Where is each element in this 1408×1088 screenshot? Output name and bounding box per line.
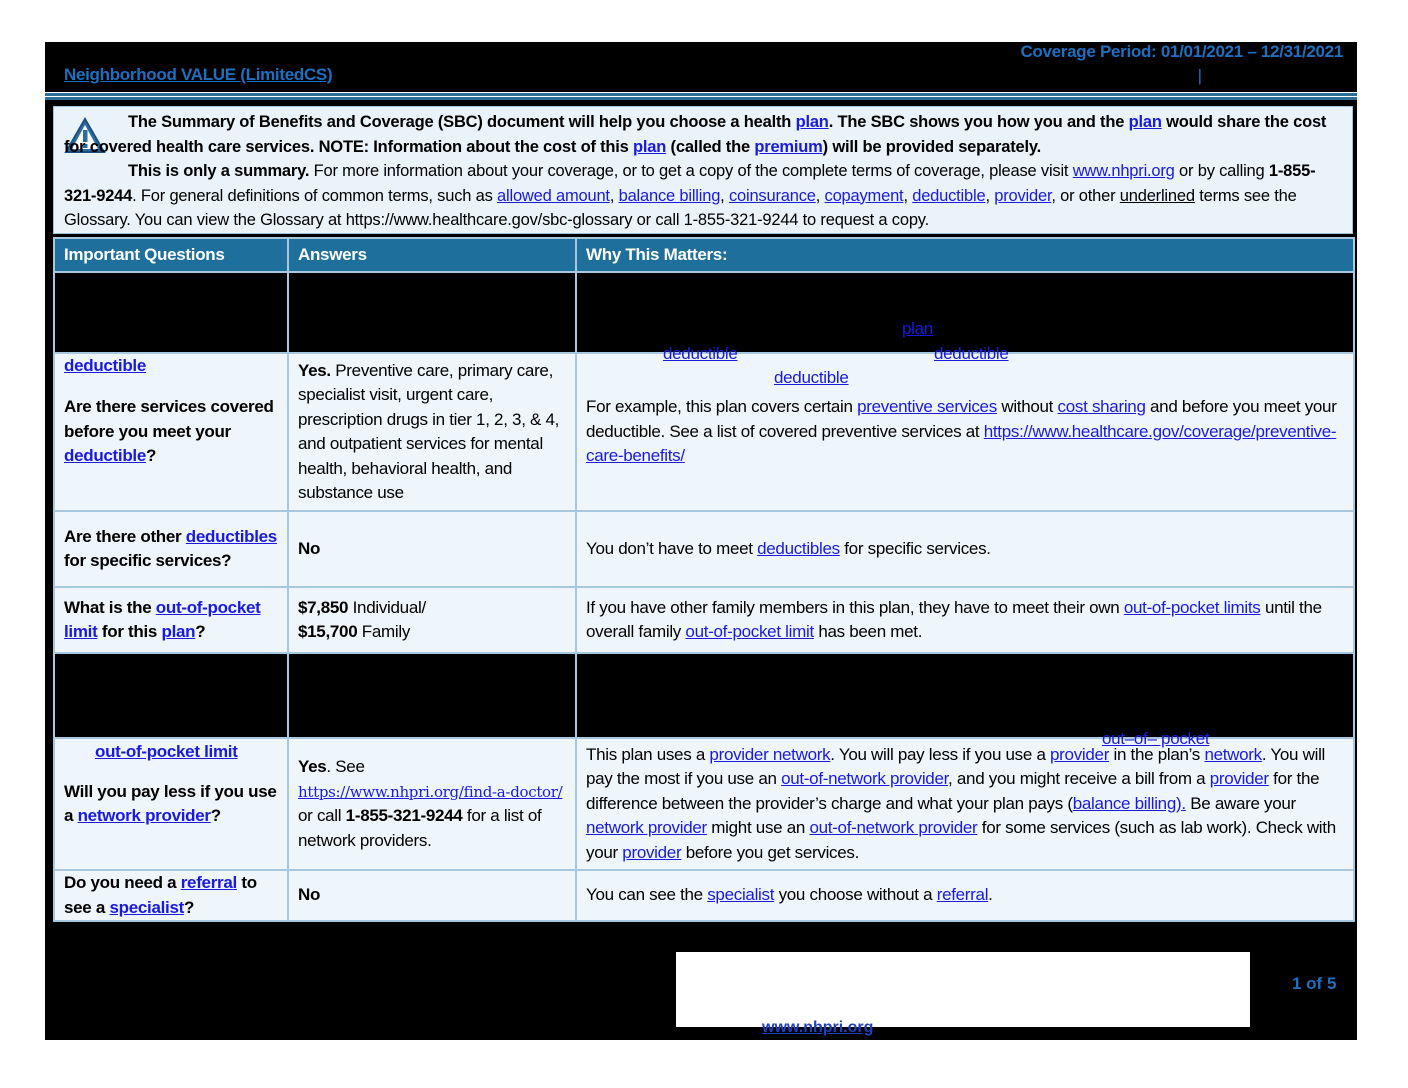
question-mark: ? — [195, 622, 206, 641]
plan-link[interactable]: plan — [633, 137, 667, 156]
deductibles-link[interactable]: deductibles — [185, 526, 277, 546]
answer-text: Individual/ — [348, 597, 426, 617]
why-text: . You will pay the most if you use an — [586, 744, 1326, 789]
network-provider-link[interactable]: network provider — [77, 806, 211, 825]
referral-link[interactable]: referral — [936, 885, 989, 905]
why-text: You don’t have to meet — [586, 538, 758, 558]
deductible-link[interactable]: deductible — [912, 186, 986, 205]
table-row — [54, 738, 1354, 870]
why-text: . — [988, 885, 993, 905]
question-text: Are there other — [64, 526, 186, 546]
copayment-link[interactable]: copayment — [824, 186, 904, 205]
question-text: What is the — [64, 597, 156, 617]
why-cell — [576, 653, 1354, 748]
answer-cell: No — [288, 870, 576, 921]
table-row — [54, 653, 1354, 738]
out-of-network-provider-link[interactable]: out-of-network provider — [781, 769, 949, 789]
out-of-pocket-limit-link[interactable]: out-of-pocket limit — [95, 741, 238, 761]
deductible-link[interactable]: deductible — [774, 367, 849, 387]
answer-yes: Yes. — [298, 360, 331, 380]
why-text: For example, this plan covers certain — [586, 397, 858, 417]
out-of-pocket-limit-link[interactable]: out-of-pocket limit — [685, 622, 814, 641]
intro-text-10: terms see the Glossary. You can view the Glossary at https://www.healthcare.gov/sbc-glossary or call 1-855-321-9244 to request a copy. — [64, 186, 1297, 229]
cost-sharing-link[interactable]: cost sharing — [1057, 397, 1146, 417]
coinsurance-link[interactable]: coinsurance — [728, 186, 816, 205]
answer-yes: Yes — [298, 757, 327, 776]
why-cell — [576, 353, 1354, 511]
answer-cell — [288, 272, 576, 353]
plan-link[interactable]: plan — [161, 622, 196, 641]
provider-link[interactable]: provider — [994, 186, 1052, 205]
family-amount: $15,700 — [298, 622, 358, 641]
why-cell — [576, 738, 1354, 870]
specialist-link[interactable]: specialist — [109, 897, 184, 917]
why-text: you choose without a — [774, 885, 937, 905]
question-text: Will you pay less if you use a — [64, 781, 277, 825]
individual-amount: $7,850 — [298, 597, 349, 617]
why-text: Be aware your — [1185, 793, 1296, 813]
out-of-pocket-limits-link[interactable]: out-of-pocket limits — [1123, 597, 1261, 617]
page-number: 1 of 5 — [1292, 974, 1337, 993]
why-text: This plan uses a — [586, 744, 710, 764]
why-text: , and you might receive a bill from a — [948, 769, 1210, 789]
phone-number: 1-855-321-9244 — [345, 806, 463, 825]
question-mark: ? — [146, 446, 157, 466]
why-text: before you get services. — [681, 842, 860, 862]
table-row — [54, 587, 1354, 653]
answer-text: Family — [357, 622, 411, 641]
why-text: in the plan’s — [1109, 744, 1205, 764]
why-text: If you have other family members in this plan, they have to meet their own — [586, 597, 1124, 617]
answer-text: for a list of network providers. — [298, 806, 542, 850]
comma: , — [903, 186, 913, 205]
intro-text-7: or by calling — [1174, 162, 1269, 180]
answer-cell — [288, 587, 576, 653]
intro-text-4: (called the — [666, 137, 755, 156]
why-text: without — [996, 397, 1058, 417]
balance-billing-link[interactable]: balance billing). — [1072, 793, 1186, 813]
premium-link[interactable]: premium — [754, 137, 823, 156]
referral-link[interactable]: referral — [180, 873, 237, 892]
intro-text-8: . For general definitions of common terms, such as — [132, 186, 498, 205]
sbc-table — [53, 237, 1355, 922]
provider-link[interactable]: provider — [1050, 744, 1110, 764]
intro-text-5: ) will be provided separately. — [822, 137, 1042, 156]
why-text: You can see the — [586, 885, 708, 905]
provider-link[interactable]: provider — [622, 842, 682, 862]
table-row — [54, 272, 1354, 353]
why-text: has been met. — [813, 622, 923, 641]
why-text: until the overall family — [586, 597, 1322, 641]
out-of-pocket-limit-link[interactable]: out-of-pocket limit — [64, 597, 261, 641]
intro-text — [64, 110, 1334, 233]
preventive-services-link[interactable]: preventive services — [857, 397, 997, 417]
footer-box — [676, 952, 1250, 1027]
question-text: Are there services covered before you meet your — [64, 397, 274, 441]
intro-box — [53, 106, 1353, 234]
out-of-network-provider-link[interactable]: out-of-network provider — [809, 818, 978, 838]
question-cell — [54, 870, 288, 921]
why-cell — [576, 511, 1354, 587]
table-header-row — [54, 238, 1354, 272]
question-mark: ? — [183, 897, 195, 917]
intro-text-3: would share the cost for covered health care services. NOTE: Information about the cost of this — [64, 113, 1327, 156]
plan-name[interactable]: Neighborhood VALUE (LimitedCS) — [64, 65, 333, 84]
table-row — [54, 870, 1354, 921]
balance-billing-link[interactable]: balance billing — [618, 186, 721, 205]
why-text: and before you meet your deductible. See a list of covered preventive services at — [586, 397, 1337, 441]
question-cell — [54, 653, 288, 761]
intro-text-9: , or other — [1051, 186, 1120, 205]
specialist-link[interactable]: specialist — [707, 885, 775, 905]
intro-text-1: The Summary of Benefits and Coverage (SBC) document will help you choose a health — [128, 113, 796, 131]
question-text: to see a — [64, 873, 257, 917]
plan-link[interactable]: plan — [1128, 113, 1162, 131]
why-text: might use an — [706, 818, 810, 838]
comma: , — [985, 186, 995, 205]
why-text: . You will pay less if you use a — [830, 744, 1051, 764]
col-header-why: Why This Matters: — [576, 238, 1354, 272]
answer-cell — [288, 738, 576, 870]
deductible-link[interactable]: deductible — [934, 343, 1009, 363]
question-cell — [54, 587, 288, 653]
out-of-pocket-link[interactable]: out–of– pocket — [1102, 728, 1210, 748]
network-link[interactable]: network — [1204, 744, 1262, 764]
deductible-link[interactable]: deductible — [64, 446, 147, 466]
question-cell — [54, 272, 288, 375]
intro-text-2: . The SBC shows you how you and the — [828, 113, 1129, 131]
table-row — [54, 353, 1354, 511]
answer-text: Preventive care, primary care, specialist visit, urgent care, prescription drugs in tier 1, 2, 3, & 4, and outpatient services for mental health, behavioral health, and substance use — [298, 360, 560, 502]
plan-link[interactable]: plan — [795, 113, 829, 131]
comma: , — [609, 186, 619, 205]
provider-network-link[interactable]: provider network — [709, 744, 831, 764]
intro-text-6: For more information about your coverage, or to get a copy of the complete terms of coverage, please visit — [309, 162, 1073, 180]
answer-cell — [288, 353, 576, 511]
why-text: for some services (such as lab work). Check with your — [586, 818, 1336, 862]
underlined-word: underlined — [1119, 186, 1195, 205]
question-text: Do you need a — [64, 873, 181, 892]
summary-notice: This is only a summary. — [128, 162, 310, 180]
website-link[interactable]: www.nhpri.org — [1072, 162, 1175, 180]
table-row — [54, 511, 1354, 587]
comma: , — [815, 186, 825, 205]
coverage-period: Coverage Period: 01/01/2021 – 12/31/2021 — [1020, 42, 1343, 61]
phone-number: 1-855-321-9244 — [64, 162, 1316, 205]
answer-text: or call — [298, 806, 346, 825]
plan-link[interactable]: plan — [902, 318, 933, 338]
question-cell — [54, 511, 288, 587]
header-rule — [45, 93, 1357, 96]
header-band — [45, 42, 1357, 92]
footer-website-link[interactable]: www.nhpri.org — [762, 1019, 874, 1036]
question-text: for this — [97, 622, 162, 641]
deductible-link[interactable]: deductible — [663, 343, 738, 363]
preventive-care-url-link[interactable]: https://www.healthcare.gov/coverage/preventive-care-benefits/ — [586, 421, 1337, 466]
answer-cell — [288, 653, 576, 738]
answer-text: . See — [326, 757, 365, 776]
header-separator: | — [1197, 66, 1202, 85]
comma: , — [720, 186, 729, 205]
why-text: for specific services. — [839, 538, 991, 558]
network-provider-link[interactable]: network provider — [586, 818, 707, 838]
allowed-amount-link[interactable]: allowed amount — [497, 186, 610, 205]
why-cell — [576, 272, 1354, 387]
question-mark: ? — [210, 806, 221, 825]
question-text: for specific services? — [64, 551, 232, 570]
col-header-answers: Answers — [288, 238, 576, 272]
why-cell — [576, 587, 1354, 653]
why-text: for the difference between the provider’s charge and what your plan pays ( — [586, 769, 1320, 813]
deductibles-link[interactable]: deductibles — [757, 538, 840, 558]
provider-link[interactable]: provider — [1209, 769, 1269, 789]
deductible-link[interactable]: deductible — [64, 355, 147, 375]
find-a-doctor-link[interactable]: https://www.nhpri.org/find-a-doctor/ — [298, 782, 563, 801]
col-header-questions: Important Questions — [54, 238, 288, 272]
answer-cell: No — [288, 511, 576, 587]
why-cell — [576, 870, 1354, 921]
